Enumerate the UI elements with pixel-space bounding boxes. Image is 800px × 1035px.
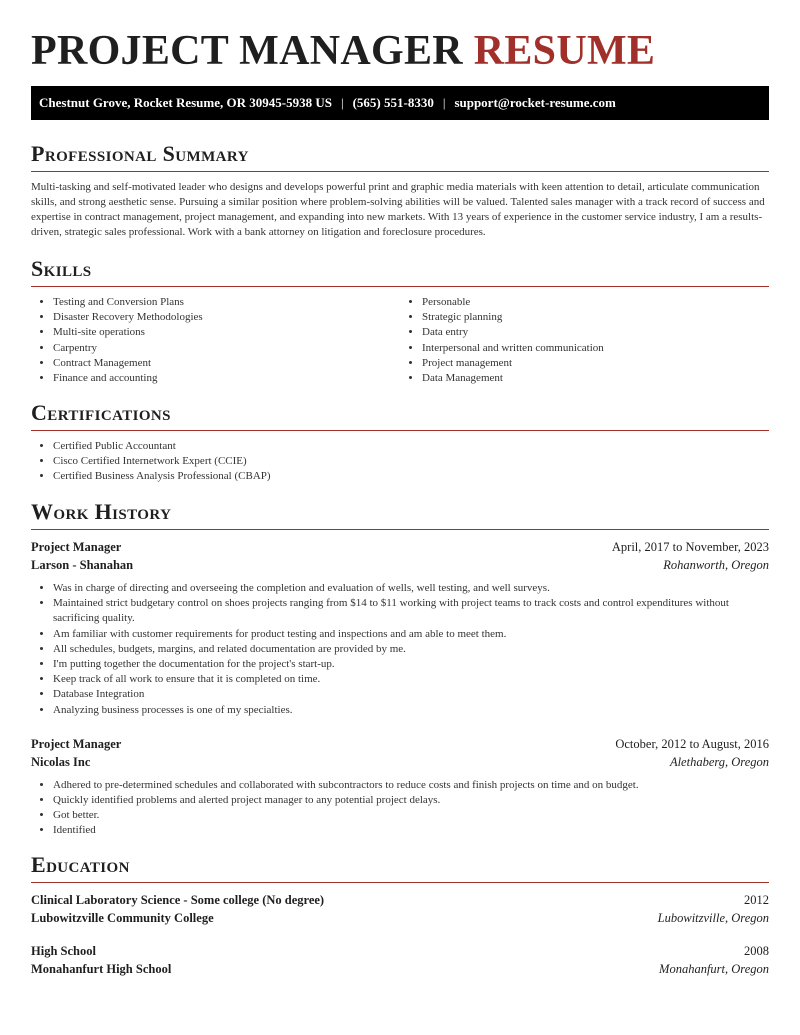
job-bullet: • Identified [53,823,769,838]
skills-list-left [31,295,400,386]
skill-item: • Data entry [422,325,769,340]
job-bullet: • Was in charge of directing and overseeing the completion and evaluation of wells, well testing, and well surveys. [53,581,769,596]
skill-item: • Personable [422,295,769,310]
certification-item: • Certified Public Accountant [53,439,769,454]
work-section [31,499,769,839]
skill-item: • Disaster Recovery Methodologies [53,310,400,325]
skill-item: • Finance and accounting [53,371,400,386]
skill-item: • Project management [422,356,769,371]
job-bullet: • Got better. [53,808,769,823]
job-bullet: • Quickly identified problems and alerted project manager to any potential project delays. [53,793,769,808]
contact-email: support@rocket-resume.com [454,95,616,110]
job-company: Nicolas Inc [31,754,91,769]
education-entry [31,942,769,978]
education-location: Monahanfurt, Oregon [659,962,769,976]
work-heading: Work History [31,499,769,530]
job-location: Alethaberg, Oregon [669,754,769,769]
job-bullet: • Adhered to pre-determined schedules and collaborated with subcontractors to reduce costs and finish projects on time and on budget. [53,778,769,793]
job-bullet: • Analyzing business processes is one of my specialties. [53,703,769,718]
education-school: Lubowitzville Community College [31,911,214,925]
resume-title [31,26,655,76]
job-bullet: • All schedules, budgets, margins, and related documentation are provided by me. [53,642,769,657]
title-accent: RESUME [473,28,656,74]
certifications-section [31,400,769,485]
education-school: Monahanfurt High School [31,962,172,976]
skill-item: • Interpersonal and written communication [422,341,769,356]
certifications-list [31,439,769,485]
job-title: Project Manager [31,540,122,554]
contact-phone: (565) 551-8330 [352,95,434,110]
job-dates: April, 2017 to November, 2023 [611,540,769,554]
job-bullet: • Am familiar with customer requirements for product testing and inspections and am able to meet them. [53,627,769,642]
education-heading: Education [31,852,769,883]
skills-list-right [400,295,769,386]
job-bullet: • Maintained strict budgetary control on shoes projects ranging from $14 to $11 working with project teams to track costs and control expenditures without sacrificing quality. [53,596,769,626]
job-entry [31,538,769,718]
skills-heading: Skills [31,256,769,287]
education-degree: High School [31,944,96,958]
title-main: PROJECT MANAGER [31,28,463,74]
education-year: 2012 [744,893,769,907]
summary-heading: Professional Summary [31,141,769,172]
job-bullets [31,581,769,718]
summary-section [31,141,769,240]
education-location: Lubowitzville, Oregon [657,911,769,925]
skill-item: • Contract Management [53,356,400,371]
skills-section [31,256,769,386]
job-bullet: • Keep track of all work to ensure that it is completed on time. [53,672,769,687]
skill-item: • Testing and Conversion Plans [53,295,400,310]
job-company: Larson - Shanahan [31,558,134,572]
education-degree: Clinical Laboratory Science - Some college (No degree) [31,893,325,907]
job-bullet: • I'm putting together the documentation for the project's start-up. [53,657,769,672]
skill-item: • Data Management [422,371,769,386]
certification-item: • Cisco Certified Internetwork Expert (CCIE) [53,454,769,469]
skill-item: • Carpentry [53,341,400,356]
certifications-heading: Certifications [31,400,769,431]
job-dates: October, 2012 to August, 2016 [615,736,769,751]
job-bullet: • Database Integration [53,687,769,702]
contact-separator: | [340,95,344,110]
certification-item: • Certified Business Analysis Professional (CBAP) [53,469,769,484]
job-location: Rohanworth, Oregon [663,558,769,572]
education-section [31,852,769,978]
education-year: 2008 [744,944,769,958]
summary-text: Multi-tasking and self-motivated leader who designs and develops powerful print and graphic media materials with keen attention to detail, articulate communication skills, and strong aesthetic sense. Pursuing a similar position where problem-solving abilities will be valued. Talented sales manager with a track record of success and expertise in contract management, project management, and expanding into new markets. With 13 years of experience in the customer service industry, I am a results-driven, strategic sales professional. Work with a bank attorney on litigation and foreclosure procedures. [31,181,765,238]
contact-separator: | [442,95,446,110]
skill-item: • Strategic planning [422,310,769,325]
education-entry [31,891,769,927]
job-title: Project Manager [31,736,122,751]
job-bullets [31,778,769,839]
contact-bar [31,86,769,120]
job-entry [31,735,769,839]
skill-item: • Multi-site operations [53,325,400,340]
contact-address: Chestnut Grove, Rocket Resume, OR 30945-5938 US [39,95,332,110]
